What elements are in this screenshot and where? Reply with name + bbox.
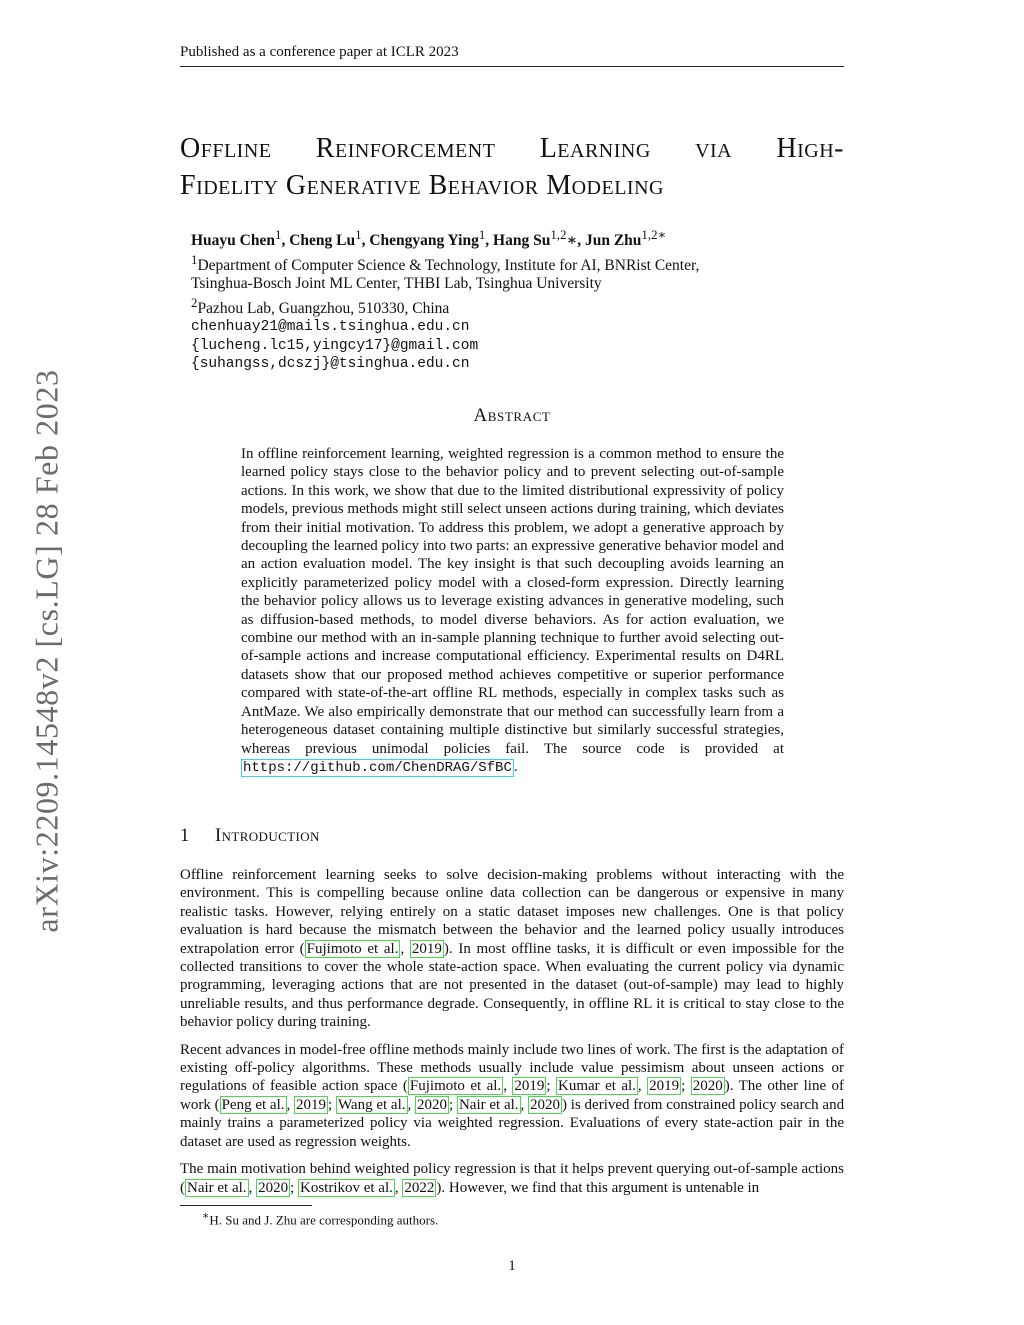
introduction-body	[180, 866, 844, 1206]
paper-title	[180, 130, 844, 204]
author-name: Hang Su	[493, 232, 551, 250]
section-number: 1	[180, 826, 190, 846]
citation-link[interactable]: 2019	[411, 940, 442, 957]
author-name: Chengyang Ying	[369, 232, 479, 250]
paragraph-text: ,	[400, 940, 410, 957]
abstract-body	[241, 445, 784, 777]
arxiv-identifier[interactable]: arXiv:2209.14548v2 [cs.LG] 28 Feb 2023	[28, 369, 65, 933]
paragraph-text: The main motivation behind weighted policy regression is that it helps prevent querying out-of-sample actions (	[180, 1161, 844, 1196]
affiliation-1-line-1: Department of Computer Science & Technology, Institute for AI, BNRist Center,	[197, 256, 700, 274]
section-heading-introduction	[180, 826, 320, 847]
author-name: Jun Zhu	[584, 232, 642, 250]
paragraph-text: ;	[290, 1179, 298, 1196]
footnote-mark: ∗	[202, 1210, 210, 1222]
paragraph-text: ). The other line of work (	[180, 1078, 845, 1113]
paragraph-text: ,	[394, 1179, 403, 1196]
author-name: Huayu Chen	[191, 232, 275, 250]
title-word: Learning	[539, 133, 651, 164]
author-affiliation-mark: 1,2∗	[641, 227, 667, 242]
paragraph-text: ,	[637, 1078, 648, 1095]
page-number: 1	[508, 1258, 516, 1274]
footnote	[202, 1209, 438, 1228]
citation-link[interactable]: 2019	[296, 1096, 327, 1113]
author-separator: ,	[485, 232, 494, 250]
paragraph	[180, 866, 844, 1032]
paragraph-text: ,	[520, 1096, 529, 1113]
affiliation-2-text: Pazhou Lab, Guangzhou, 510330, China	[197, 299, 450, 317]
author-block	[191, 226, 699, 374]
email-line: chenhuay21@mails.tsinghua.edu.cn	[191, 319, 470, 336]
footnote-rule	[180, 1205, 312, 1206]
paragraph	[180, 1041, 844, 1151]
title-word: Reinforcement	[315, 133, 496, 164]
title-line-2: Fidelity Generative Behavior Modeling	[180, 170, 664, 201]
abstract-text: In offline reinforcement learning, weighted regression is a common method to ensure the learned policy stays close to the behavior policy and to prevent selecting out-of-sample actions. In this work, we show that due to the limited distributional expressivity of policy models, previous methods might still select unseen actions during training, which deviates from their initial motivation. To address this problem, we adopt a generative approach by decoupling the learned policy into two parts: an expressive generative behavior model and an action evaluation model. The key insight is that such decoupling avoids learning an explicitly parameterized policy model with a closed-form expression. Directly learning the behavior policy allows us to leverage existing advances in generative modeling, such as diffusion-based methods, to model diverse behaviors. As for action evaluation, we combine our method with an in-sample planning technique to further avoid selecting out-of-sample actions and increase computational efficiency. Experimental results on D4RL datasets show that our proposed method achieves competitive or superior performance compared with state-of-the-art offline RL methods, especially in complex tasks such as AntMaze. We also empirically demonstrate that our method can successfully learn from a heterogeneous dataset containing multiple distinctive but similarly successful strategies, whereas previous unimodal policies fail. The source code is provided at	[241, 446, 784, 757]
paragraph-text: Offline reinforcement learning seeks to solve decision-making problems without interacting with the environment. This is compelling because online data collection can be dangerous or expensive in many realistic tasks. However, relying entirely on a static dataset imposes new challenges. One is that policy evaluation is hard because the mismatch between the behavior and the learned policy usually introduces extrapolation error (	[180, 867, 844, 957]
author-separator: ,	[281, 232, 290, 250]
citation-link[interactable]: 2022	[404, 1179, 435, 1196]
paragraph-text: ) is derived from constrained policy search and mainly trains a parameterized policy via weighted regression. Evaluations of every state-action pair in the dataset are used as regression weights.	[180, 1096, 845, 1150]
running-head: Published as a conference paper at ICLR 2023	[180, 44, 844, 67]
citation-link[interactable]: 2020	[417, 1096, 448, 1113]
citation-link[interactable]: Nair et al.	[458, 1096, 519, 1113]
affiliation-2-mark: 2	[191, 294, 198, 310]
citation-link[interactable]: 2020	[692, 1078, 723, 1095]
paragraph-text: ). In most offline tasks, it is difficult or even impossible for the collected transitions to cover the whole state-action space. When evaluating the current policy via dynamic programming, leveraging actions that are not presented in the dataset (out-of-sample) may lead to highly unreliable results, and thus performance degrade. Consequently, in offline RL it is critical to stay close to the behavior policy during training.	[180, 940, 845, 1031]
paragraph-text: ). However, we find that this argument is untenable in	[436, 1179, 760, 1196]
author-separator: ∗,	[566, 232, 585, 250]
paragraph-text: ;	[546, 1078, 556, 1095]
paragraph-text: ;	[449, 1096, 457, 1113]
source-code-link[interactable]: https://github.com/ChenDRAG/SfBC	[243, 759, 512, 776]
paragraph-text: ,	[286, 1096, 295, 1113]
author-name: Cheng Lu	[289, 232, 356, 250]
author-separator: ,	[361, 232, 370, 250]
citation-link[interactable]: Fujimoto et al.	[306, 940, 399, 957]
citation-link[interactable]: Nair et al.	[187, 1179, 247, 1196]
author-affiliation-mark: 1,2	[550, 227, 567, 242]
paragraph-text: Recent advances in model-free offline methods mainly include two lines of work. The first is the adaptation of existing off-policy algorithms. These methods usually include value pessimism about unseen actions or regulations of feasible action space (	[180, 1041, 844, 1095]
paragraph-text: ;	[328, 1096, 336, 1113]
footnote-text: H. Su and J. Zhu are corresponding authors.	[209, 1212, 439, 1228]
citation-link[interactable]: Kumar et al.	[557, 1078, 636, 1095]
citation-link[interactable]: Kostrikov et al.	[299, 1179, 393, 1196]
section-title: Introduction	[215, 826, 320, 846]
paragraph-text: ,	[248, 1179, 257, 1196]
citation-link[interactable]: Fujimoto et al.	[409, 1078, 502, 1095]
author-affiliation-mark: 1	[478, 227, 486, 242]
author-names	[191, 226, 699, 251]
email-line: {suhangss,dcszj}@tsinghua.edu.cn	[191, 356, 470, 373]
citation-link[interactable]: 2019	[649, 1078, 680, 1095]
author-affiliation-mark: 1	[355, 227, 362, 242]
paragraph	[180, 1160, 844, 1197]
affiliation-1	[191, 251, 699, 276]
title-word: High-	[776, 133, 844, 164]
citation-link[interactable]: 2019	[514, 1078, 545, 1095]
affiliation-1-line-2: Tsinghua-Bosch Joint ML Center, THBI Lab, Tsinghua University	[191, 275, 602, 293]
citation-link[interactable]: 2020	[258, 1179, 289, 1196]
abstract-end: .	[513, 758, 518, 775]
citation-link[interactable]: 2020	[530, 1096, 561, 1113]
paragraph-text: ;	[681, 1078, 691, 1095]
author-affiliation-mark: 1	[275, 227, 282, 242]
citation-link[interactable]: Peng et al.	[221, 1096, 285, 1113]
affiliation-2	[191, 294, 699, 319]
title-word: via	[695, 133, 733, 164]
paragraph-text: ,	[503, 1078, 513, 1095]
abstract-heading: Abstract	[473, 405, 551, 426]
paragraph-text: ,	[407, 1096, 416, 1113]
citation-link[interactable]: Wang et al.	[337, 1096, 406, 1113]
affiliation-1-mark: 1	[191, 251, 198, 267]
title-line-1	[180, 130, 844, 167]
email-line: {lucheng.lc15,yingcy17}@gmail.com	[191, 337, 479, 354]
title-word: Offline	[180, 133, 272, 164]
